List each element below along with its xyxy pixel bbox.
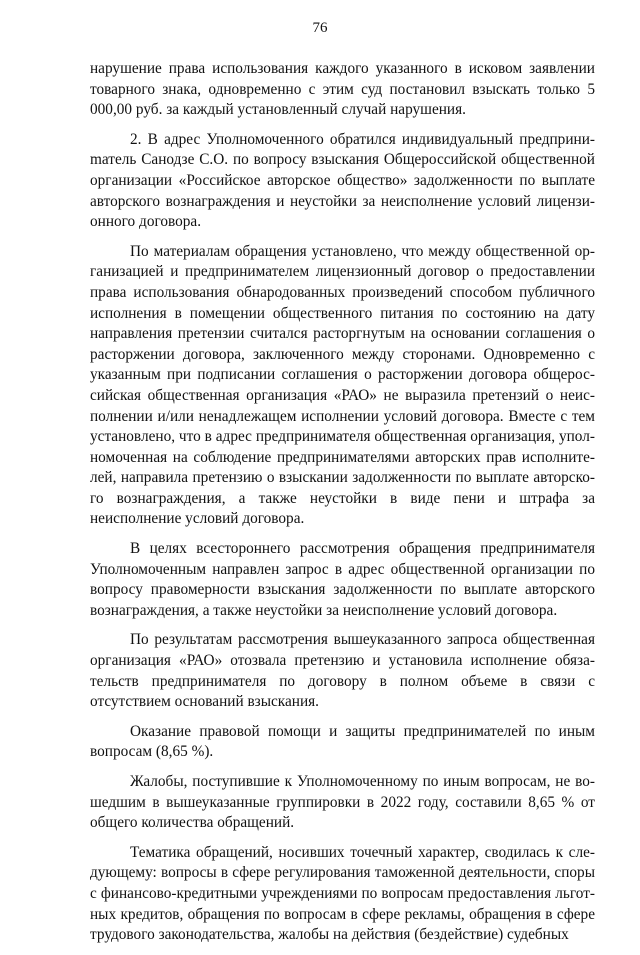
paragraph-continuation: нарушение права использования каждого указанного в исковом заявлении товарного знака, одновременно с этим суд постановил взыскать только 5 000,00 руб. за каждый установленный случай нарушения.	[90, 60, 595, 119]
paragraph-topics: Тематика обращений, носивших точечный характер, сводилась к следующему: вопросы в сфере регулирования таможенной деятельности, споры с финансово-кредитными учреждениями по вопросам предоставления льготных кредитов, обращения по вопросам в сфере рекламы, обращения в сфере трудового законодательства, жалобы на действия (бездействие) судебных	[90, 843, 595, 944]
paragraph-section-heading: Оказание правовой помощи и защиты предпринимателей по иным вопросам (8,65 %).	[90, 722, 595, 761]
paragraph-case-findings: По материалам обращения установлено, что между общественной организацией и предпринимателем лицензионный договор о предоставлении права использования обнародованных произведений способом публичного исполнения в помещении общественного питания по состоянию на дату направления претензии считался расторгнутым на основании соглашения о расторжении договора, заключенного между сторонами. Одновременно с указанным при подписании соглашения о расторжении договора общероссийская общественная организация «РАО» не выразила претензий о неисполнении и/или ненадлежащем исполнении условий договора. Вместе с тем установлено, что в адрес предпринимателя общественная организация, уполномоченная на соблюдение предпринимателями авторских прав исполнителей, направила претензию о взыскании задолженности по выплате авторского вознаграждения, а также неустойки в виде пени и штрафа за неисполнение условий договора.	[90, 242, 595, 528]
document-body	[90, 59, 595, 955]
paragraph-request: В целях всестороннего рассмотрения обращения предпринимателя Уполномоченным направлен запрос в адрес общественной организации по вопросу правомерности взыскания задолженности по выплате авторского вознаграждения, а также неустойки за неисполнение условий договора.	[90, 540, 595, 619]
page-number: 76	[312, 20, 328, 36]
paragraph-case-sanodze: 2. В адрес Уполномоченного обратился индивидуальный предприниmатель Санодзе С.О. по вопросу взыскания Общероссийской общественной организации «Российское авторское общество» задолженности по выплате авторского вознаграждения и неустойки за неисполнение условий лицензионного договора.	[90, 130, 595, 231]
paragraph-complaints-share: Жалобы, поступившие к Уполномоченному по иным вопросам, не вошедшим в вышеуказанные группировки в 2022 году, составили 8,65 % от общего количества обращений.	[90, 773, 595, 832]
paragraph-result: По результатам рассмотрения вышеуказанного запроса общественная организация «РАО» отозвала претензию и установила исполнение обязательств предпринимателя по договору в полном объеме в связи с отсутствием оснований взыскания.	[90, 631, 595, 711]
